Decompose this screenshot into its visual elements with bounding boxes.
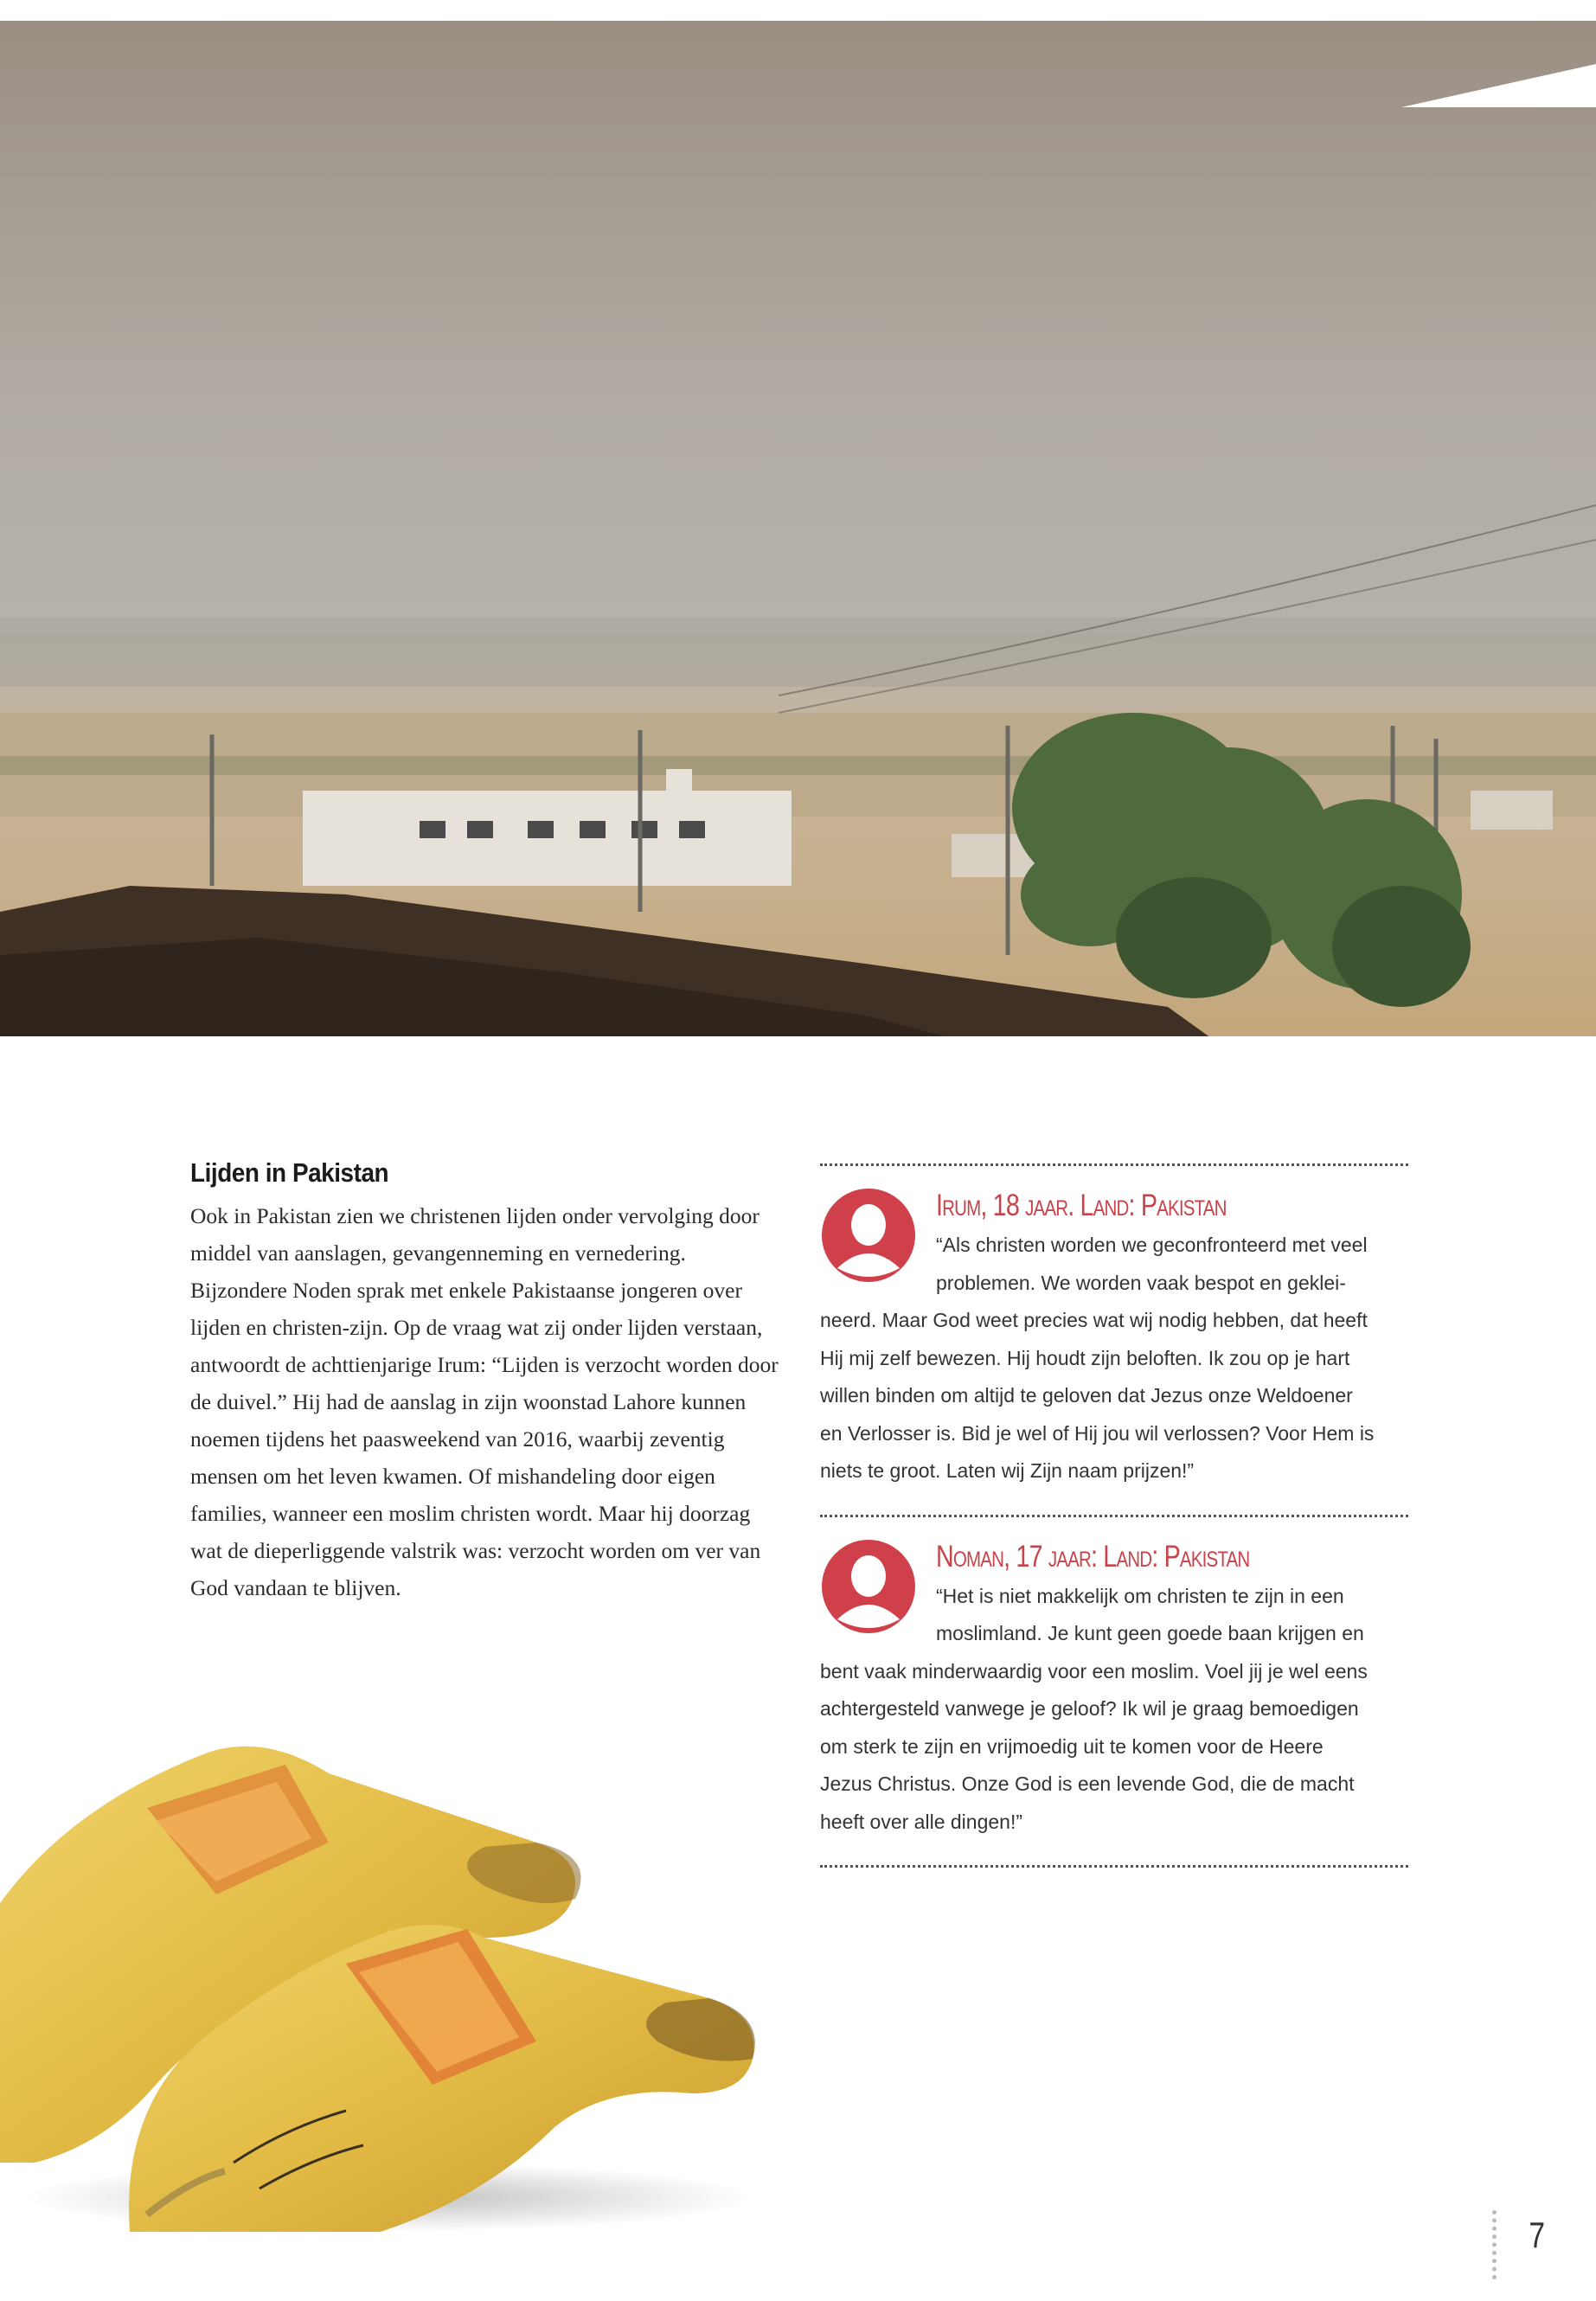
article (190, 1157, 779, 1606)
testimony-irum (820, 1166, 1408, 1515)
text-line: om sterk te zijn en vrijmoedig uit te komen voor de Heere (820, 1734, 1324, 1758)
photo-edge-cut (0, 21, 1596, 107)
text-line: Hij mij zelf bewezen. Hij houdt zijn beloften. Ik zou op je hart (820, 1346, 1350, 1369)
text-line: heeft over alle dingen!” (820, 1810, 1022, 1833)
wooden-clogs-image (0, 1678, 779, 2232)
text-line: Jezus Christus. Onze God is een levende God, die de macht (820, 1772, 1355, 1795)
hero-photo (0, 21, 1596, 1038)
avatar-icon (822, 1189, 915, 1282)
text-line: niets te groot. Laten wij Zijn naam prijzen!” (820, 1459, 1195, 1482)
text-line: problemen. We worden vaak bespot en geklei- (936, 1271, 1346, 1294)
testimony-name: Irum, 18 jaar. Land: Pakistan (936, 1189, 1227, 1222)
dotted-divider (820, 1865, 1408, 1868)
text-line: “Het is niet makkelijk om christen te zijn in een (936, 1584, 1344, 1607)
text-line: moslimland. Je kunt geen goede baan krijgen en (936, 1622, 1364, 1644)
text-line: achtergesteld vanwege je geloof? Ik wil je graag bemoedigen (820, 1697, 1359, 1720)
text-line: neerd. Maar God weet precies wat wij nodig hebben, dat heeft (820, 1309, 1368, 1331)
testimony-noman (820, 1517, 1408, 1866)
page-number: 7 (1529, 2214, 1546, 2255)
testimony-name: Noman, 17 jaar: Land: Pakistan (936, 1539, 1250, 1574)
article-body: Ook in Pakistan zien we christenen lijden onder vervolging door middel van aanslagen, gevangenneming en vernedering. Bijzondere Noden sprak met enkele Pakistaanse jongeren over lijden en christen-zijn. Op de vraag wat zij onder lijden verstaan, antwoordt de achttienjarige Irum: “Lijden is verzocht worden door de duivel.” Hij had de aanslag in zijn woonstad Lahore kunnen noemen tijdens het paasweekend van 2016, waarbij zeventig mensen om het leven kwamen. Of mishandeling door eigen families, wanneer een moslim christen wordt. Maar hij doorzag wat de dieperliggende valstrik was: verzocht worden om ver van God vandaan te blijven. (190, 1203, 779, 1600)
page-number-bar (1492, 2210, 1497, 2279)
text-line: “Als christen worden we geconfronteerd met veel (936, 1234, 1368, 1256)
divider (0, 1036, 1596, 1047)
landscape-illustration (0, 21, 1596, 1038)
avatar-icon (822, 1540, 915, 1633)
text-line: bent vaak minderwaardig voor een moslim. Voel jij je wel eens (820, 1659, 1368, 1682)
text-line: en Verlosser is. Bid je wel of Hij jou wil verlossen? Voor Hem is (820, 1421, 1375, 1445)
text-line: willen binden om altijd te geloven dat Jezus onze Weldoener (820, 1384, 1353, 1407)
testimonies (820, 1163, 1408, 1868)
article-title: Lijden in Pakistan (190, 1157, 389, 1188)
